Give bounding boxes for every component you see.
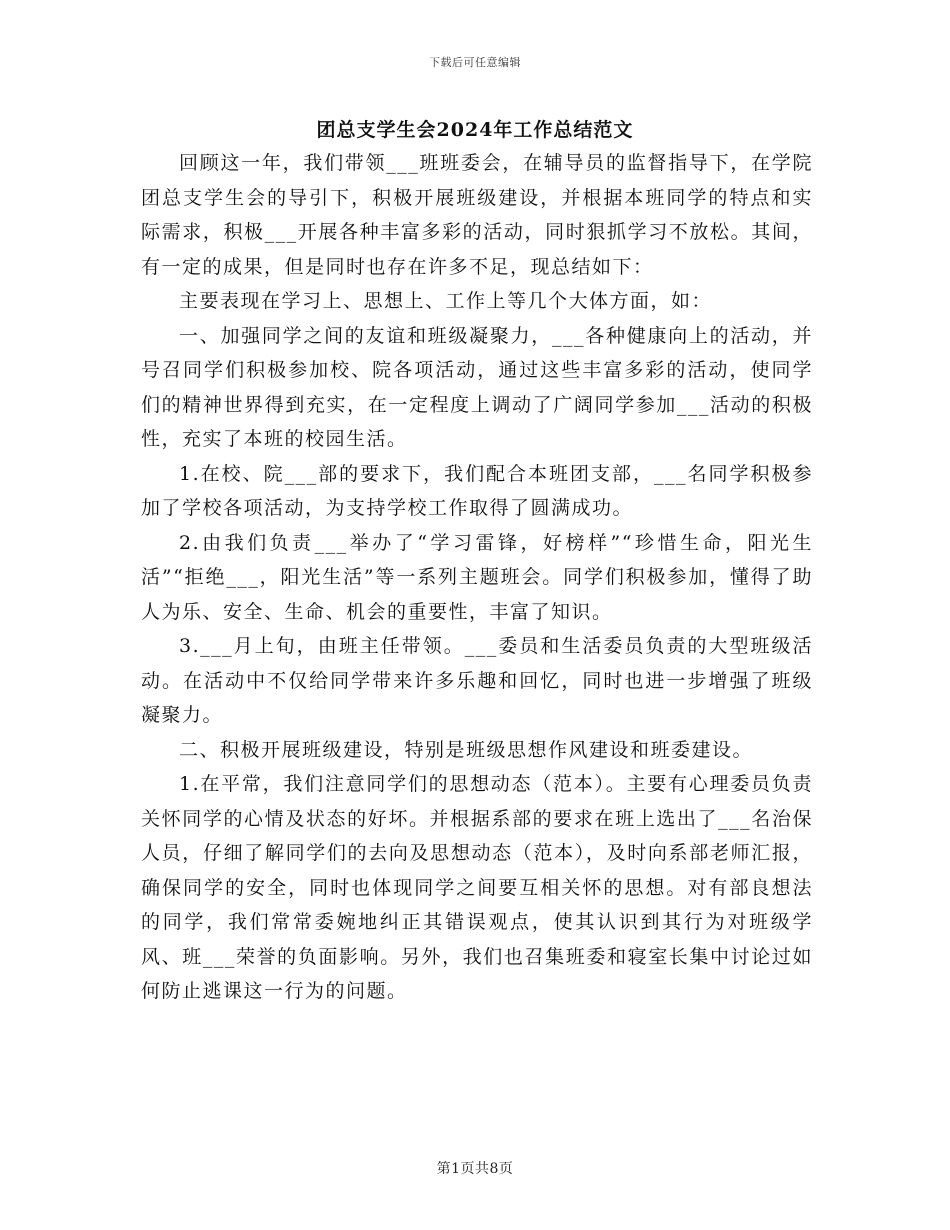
- paragraph-item-1-2: 2.由我们负责___举办了“学习雷锋，好榜样”“珍惜生命，阳光生活”“拒绝___，阳光生活”等一系列主题班会。同学们积极参加，懂得了助人为乐、安全、生命、机会的重要性，丰富了知识。: [141, 531, 813, 623]
- header-note: 下载后可任意编辑: [429, 56, 521, 69]
- paragraph-overview: 主要表现在学习上、思想上、工作上等几个大体方面，如：: [179, 290, 713, 312]
- document-title: 团总支学生会2024年工作总结范文: [316, 119, 634, 141]
- paragraph-item-1-3: 3.___月上旬，由班主任带领。___委员和生活委员负责的大型班级活动。在活动中不仅给同学带来许多乐趣和回忆，同时也进一步增强了班级凝聚力。: [141, 635, 813, 726]
- page-number-footer: 第1页共8页: [436, 1161, 514, 1177]
- paragraph-intro: 回顾这一年，我们带领___班班委会，在辅导员的监督指导下，在学院团总支学生会的导引下，积极开展班级建设，并根据本班同学的特点和实际需求，积极___开展各种丰富多彩的活动，同时狠抓学习不放松。其间，有一定的成果，但是同时也存在许多不足，现总结如下：: [141, 152, 813, 278]
- document-body: [141, 146, 813, 1009]
- paragraph-section-2: 二、积极开展班级建设，特别是班级思想作风建设和班委建设。: [179, 738, 754, 761]
- paragraph-item-1-1: 1.在校、院___部的要求下，我们配合本班团支部，___名同学积极参加了学校各项活动，为支持学校工作取得了圆满成功。: [141, 462, 813, 519]
- paragraph-section-1: 一、加强同学之间的友谊和班级凝聚力，___各种健康向上的活动，并号召同学们积极参加校、院各项活动，通过这些丰富多彩的活动，使同学们的精神世界得到充实，在一定程度上调动了广阔同学参加___活动的积极性，充实了本班的校园生活。: [141, 324, 813, 450]
- paragraph-item-2-1: 1.在平常，我们注意同学们的思想动态（范本）。主要有心理委员负责关怀同学的心情及状态的好坏。并根据系部的要求在班上选出了___名治保人员，仔细了解同学们的去向及思想动态（范本），及时向系部老师汇报，确保同学的安全，同时也体现同学之间要互相关怀的思想。对有部良想法的同学，我们常常委婉地纠正其错误观点，使其认识到其行为对班级学风、班___荣誉的负面影响。另外，我们也召集班委和寝室长集中讨论过如何防止逃课这一行为的问题。: [141, 773, 813, 1002]
